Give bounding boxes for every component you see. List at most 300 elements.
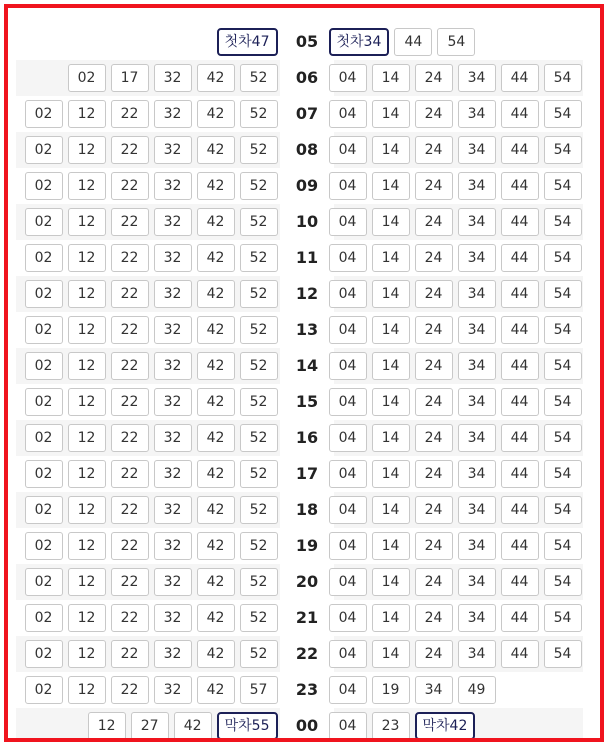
departures-direction-a bbox=[22, 244, 280, 272]
hour-label: 23 bbox=[280, 672, 334, 708]
departure-minute[interactable]: 02 bbox=[25, 532, 63, 560]
departure-minute[interactable]: 34 bbox=[458, 280, 496, 308]
departure-minute[interactable]: 24 bbox=[415, 316, 453, 344]
departure-minute[interactable]: 04 bbox=[329, 244, 367, 272]
departure-minute[interactable]: 17 bbox=[111, 64, 149, 92]
departures-direction-a bbox=[22, 208, 280, 236]
departure-minute[interactable]: 42 bbox=[197, 424, 235, 452]
special-departure-minute[interactable]: 첫차47 bbox=[217, 28, 278, 56]
departure-minute[interactable]: 32 bbox=[154, 172, 192, 200]
departure-minute[interactable]: 02 bbox=[25, 316, 63, 344]
timetable-row bbox=[16, 240, 583, 276]
departures-direction-a bbox=[22, 100, 280, 128]
departure-minute[interactable]: 44 bbox=[501, 280, 539, 308]
departure-minute[interactable]: 24 bbox=[415, 640, 453, 668]
departure-minute[interactable]: 42 bbox=[197, 640, 235, 668]
timetable-row bbox=[16, 24, 583, 60]
departure-minute[interactable]: 04 bbox=[329, 136, 367, 164]
departure-minute[interactable]: 12 bbox=[68, 136, 106, 164]
timetable-row bbox=[16, 60, 583, 96]
departure-minute[interactable]: 12 bbox=[68, 676, 106, 704]
departure-minute[interactable]: 12 bbox=[68, 280, 106, 308]
departure-minute[interactable]: 22 bbox=[111, 172, 149, 200]
departures-direction-a bbox=[22, 604, 280, 632]
departure-minute[interactable]: 04 bbox=[329, 424, 367, 452]
departure-minute[interactable]: 24 bbox=[415, 604, 453, 632]
departure-minute[interactable]: 44 bbox=[501, 568, 539, 596]
departure-minute[interactable]: 24 bbox=[415, 496, 453, 524]
departure-minute[interactable]: 24 bbox=[415, 208, 453, 236]
hour-label: 22 bbox=[280, 636, 334, 672]
departure-minute[interactable]: 02 bbox=[25, 352, 63, 380]
departure-minute[interactable]: 54 bbox=[544, 244, 582, 272]
departure-minute[interactable]: 34 bbox=[458, 172, 496, 200]
departure-minute[interactable]: 02 bbox=[25, 424, 63, 452]
departure-minute[interactable]: 12 bbox=[68, 568, 106, 596]
departure-minute[interactable]: 44 bbox=[501, 604, 539, 632]
departure-minute[interactable]: 54 bbox=[544, 172, 582, 200]
departure-minute[interactable]: 12 bbox=[68, 352, 106, 380]
departure-minute[interactable]: 34 bbox=[458, 136, 496, 164]
departure-minute[interactable]: 54 bbox=[544, 280, 582, 308]
timetable-row bbox=[16, 636, 583, 672]
departure-minute[interactable]: 54 bbox=[544, 568, 582, 596]
departure-minute[interactable]: 22 bbox=[111, 388, 149, 416]
departure-minute[interactable]: 14 bbox=[372, 496, 410, 524]
departures-direction-b bbox=[326, 172, 584, 200]
hour-label: 07 bbox=[280, 96, 334, 132]
departure-minute[interactable]: 14 bbox=[372, 64, 410, 92]
departures-direction-b bbox=[326, 280, 584, 308]
hour-label: 00 bbox=[280, 708, 334, 742]
departure-minute[interactable]: 14 bbox=[372, 532, 410, 560]
departure-minute[interactable]: 04 bbox=[329, 172, 367, 200]
departure-minute[interactable]: 34 bbox=[458, 532, 496, 560]
departure-minute[interactable]: 14 bbox=[372, 568, 410, 596]
departure-minute[interactable]: 32 bbox=[154, 640, 192, 668]
departure-minute[interactable]: 22 bbox=[111, 136, 149, 164]
departures-direction-b bbox=[326, 28, 478, 56]
departures-direction-a bbox=[22, 568, 280, 596]
departure-minute[interactable]: 22 bbox=[111, 640, 149, 668]
departure-minute[interactable]: 34 bbox=[458, 64, 496, 92]
departure-minute[interactable]: 44 bbox=[501, 532, 539, 560]
departure-minute[interactable]: 22 bbox=[111, 676, 149, 704]
departure-minute[interactable]: 34 bbox=[458, 244, 496, 272]
departure-minute[interactable]: 49 bbox=[458, 676, 496, 704]
timetable-row bbox=[16, 168, 583, 204]
timetable-row bbox=[16, 204, 583, 240]
departure-minute[interactable]: 02 bbox=[25, 496, 63, 524]
departure-minute[interactable]: 44 bbox=[501, 244, 539, 272]
departure-minute[interactable]: 34 bbox=[458, 604, 496, 632]
departures-direction-a bbox=[22, 496, 280, 524]
departure-minute[interactable]: 04 bbox=[329, 388, 367, 416]
departure-minute[interactable]: 22 bbox=[111, 100, 149, 128]
departures-direction-a bbox=[22, 136, 280, 164]
departure-minute[interactable]: 12 bbox=[68, 244, 106, 272]
departures-direction-b bbox=[326, 100, 584, 128]
departure-minute[interactable]: 52 bbox=[240, 352, 278, 380]
departure-minute[interactable]: 02 bbox=[25, 208, 63, 236]
departure-minute[interactable]: 54 bbox=[544, 352, 582, 380]
departure-minute[interactable]: 44 bbox=[501, 424, 539, 452]
departure-minute[interactable]: 12 bbox=[68, 460, 106, 488]
departure-minute[interactable]: 02 bbox=[68, 64, 106, 92]
departures-direction-b bbox=[326, 352, 584, 380]
timetable-frame bbox=[4, 4, 604, 742]
departure-minute[interactable]: 32 bbox=[154, 316, 192, 344]
timetable-row bbox=[16, 312, 583, 348]
departure-minute[interactable]: 24 bbox=[415, 100, 453, 128]
departure-minute[interactable]: 04 bbox=[329, 568, 367, 596]
departure-minute[interactable]: 57 bbox=[240, 676, 278, 704]
hour-label: 18 bbox=[280, 492, 334, 528]
departure-minute[interactable]: 02 bbox=[25, 172, 63, 200]
departure-minute[interactable]: 14 bbox=[372, 604, 410, 632]
departure-minute[interactable]: 42 bbox=[197, 388, 235, 416]
departure-minute[interactable]: 04 bbox=[329, 460, 367, 488]
departure-minute[interactable]: 44 bbox=[501, 172, 539, 200]
departure-minute[interactable]: 04 bbox=[329, 496, 367, 524]
departure-minute[interactable]: 34 bbox=[415, 676, 453, 704]
departures-direction-b bbox=[326, 532, 584, 560]
special-departure-minute[interactable]: 막차55 bbox=[217, 712, 278, 740]
departure-minute[interactable]: 42 bbox=[197, 316, 235, 344]
departures-direction-b bbox=[326, 568, 584, 596]
departure-minute[interactable]: 34 bbox=[458, 352, 496, 380]
departure-minute[interactable]: 54 bbox=[544, 424, 582, 452]
departure-minute[interactable]: 22 bbox=[111, 568, 149, 596]
departure-minute[interactable]: 42 bbox=[197, 244, 235, 272]
departures-direction-a bbox=[22, 316, 280, 344]
departure-minute[interactable]: 12 bbox=[68, 316, 106, 344]
departure-minute[interactable]: 24 bbox=[415, 568, 453, 596]
hour-label: 19 bbox=[280, 528, 334, 564]
departure-minute[interactable]: 04 bbox=[329, 208, 367, 236]
departure-minute[interactable]: 34 bbox=[458, 640, 496, 668]
departure-minute[interactable]: 24 bbox=[415, 532, 453, 560]
departure-minute[interactable]: 54 bbox=[437, 28, 475, 56]
departures-direction-b bbox=[326, 244, 584, 272]
departure-minute[interactable]: 14 bbox=[372, 460, 410, 488]
departure-minute[interactable]: 44 bbox=[501, 640, 539, 668]
departures-direction-a bbox=[22, 460, 280, 488]
departure-minute[interactable]: 42 bbox=[197, 676, 235, 704]
departure-minute[interactable]: 24 bbox=[415, 460, 453, 488]
special-departure-minute[interactable]: 첫차34 bbox=[329, 28, 390, 56]
departures-direction-a bbox=[22, 532, 280, 560]
departure-minute[interactable]: 42 bbox=[197, 64, 235, 92]
departure-minute[interactable]: 14 bbox=[372, 640, 410, 668]
departure-minute[interactable]: 54 bbox=[544, 460, 582, 488]
departure-minute[interactable]: 44 bbox=[501, 64, 539, 92]
departure-minute[interactable]: 42 bbox=[197, 532, 235, 560]
departure-minute[interactable]: 12 bbox=[68, 208, 106, 236]
departure-minute[interactable]: 32 bbox=[154, 280, 192, 308]
timetable-row bbox=[16, 708, 583, 742]
departure-minute[interactable]: 42 bbox=[197, 172, 235, 200]
departure-minute[interactable]: 32 bbox=[154, 676, 192, 704]
departure-minute[interactable]: 32 bbox=[154, 604, 192, 632]
hour-label: 14 bbox=[280, 348, 334, 384]
departure-minute[interactable]: 34 bbox=[458, 208, 496, 236]
departure-minute[interactable]: 44 bbox=[394, 28, 432, 56]
departure-minute[interactable]: 34 bbox=[458, 496, 496, 524]
departure-minute[interactable]: 02 bbox=[25, 136, 63, 164]
departure-minute[interactable]: 44 bbox=[501, 496, 539, 524]
departure-minute[interactable]: 32 bbox=[154, 352, 192, 380]
departure-minute[interactable]: 22 bbox=[111, 604, 149, 632]
departures-direction-a bbox=[22, 424, 280, 452]
departures-direction-b bbox=[326, 208, 584, 236]
departures-direction-b bbox=[326, 424, 584, 452]
departure-minute[interactable]: 42 bbox=[197, 136, 235, 164]
hour-label: 21 bbox=[280, 600, 334, 636]
departure-minute[interactable]: 02 bbox=[25, 100, 63, 128]
hour-label: 20 bbox=[280, 564, 334, 600]
departure-minute[interactable]: 04 bbox=[329, 712, 367, 740]
departure-minute[interactable]: 34 bbox=[458, 388, 496, 416]
bus-timetable bbox=[16, 24, 583, 742]
departure-minute[interactable]: 14 bbox=[372, 100, 410, 128]
departure-minute[interactable]: 22 bbox=[111, 352, 149, 380]
departure-minute[interactable]: 32 bbox=[154, 64, 192, 92]
departures-direction-b bbox=[326, 640, 584, 668]
departure-minute[interactable]: 24 bbox=[415, 388, 453, 416]
departure-minute[interactable]: 42 bbox=[197, 280, 235, 308]
departure-minute[interactable]: 34 bbox=[458, 424, 496, 452]
departures-direction-a bbox=[85, 712, 280, 740]
departure-minute[interactable]: 22 bbox=[111, 424, 149, 452]
departure-minute[interactable]: 02 bbox=[25, 604, 63, 632]
timetable-row bbox=[16, 420, 583, 456]
departure-minute[interactable]: 04 bbox=[329, 280, 367, 308]
departure-minute[interactable]: 54 bbox=[544, 208, 582, 236]
departure-minute[interactable]: 12 bbox=[68, 424, 106, 452]
departures-direction-b bbox=[326, 676, 498, 704]
departure-minute[interactable]: 34 bbox=[458, 316, 496, 344]
departure-minute[interactable]: 14 bbox=[372, 172, 410, 200]
departure-minute[interactable]: 12 bbox=[68, 100, 106, 128]
departure-minute[interactable]: 54 bbox=[544, 496, 582, 524]
departure-minute[interactable]: 02 bbox=[25, 460, 63, 488]
departure-minute[interactable]: 52 bbox=[240, 460, 278, 488]
departure-minute[interactable]: 42 bbox=[174, 712, 212, 740]
departure-minute[interactable]: 32 bbox=[154, 532, 192, 560]
departure-minute[interactable]: 27 bbox=[131, 712, 169, 740]
departures-direction-b bbox=[326, 136, 584, 164]
departure-minute[interactable]: 12 bbox=[68, 604, 106, 632]
timetable-row bbox=[16, 672, 583, 708]
departure-minute[interactable]: 24 bbox=[415, 352, 453, 380]
departures-direction-a bbox=[22, 172, 280, 200]
departure-minute[interactable]: 22 bbox=[111, 460, 149, 488]
special-departure-minute[interactable]: 막차42 bbox=[415, 712, 476, 740]
departure-minute[interactable]: 34 bbox=[458, 100, 496, 128]
departure-minute[interactable]: 12 bbox=[68, 532, 106, 560]
departure-minute[interactable]: 12 bbox=[68, 172, 106, 200]
departure-minute[interactable]: 24 bbox=[415, 280, 453, 308]
timetable-row bbox=[16, 528, 583, 564]
timetable-row bbox=[16, 348, 583, 384]
departure-minute[interactable]: 54 bbox=[544, 64, 582, 92]
hour-label: 09 bbox=[280, 168, 334, 204]
departure-minute[interactable]: 52 bbox=[240, 604, 278, 632]
departure-minute[interactable]: 52 bbox=[240, 208, 278, 236]
departure-minute[interactable]: 02 bbox=[25, 388, 63, 416]
departure-minute[interactable]: 04 bbox=[329, 604, 367, 632]
departures-direction-b bbox=[326, 496, 584, 524]
departure-minute[interactable]: 04 bbox=[329, 316, 367, 344]
departure-minute[interactable]: 42 bbox=[197, 496, 235, 524]
departure-minute[interactable]: 02 bbox=[25, 568, 63, 596]
departure-minute[interactable]: 52 bbox=[240, 136, 278, 164]
departure-minute[interactable]: 22 bbox=[111, 208, 149, 236]
departure-minute[interactable]: 44 bbox=[501, 316, 539, 344]
departure-minute[interactable]: 42 bbox=[197, 604, 235, 632]
departure-minute[interactable]: 04 bbox=[329, 352, 367, 380]
departure-minute[interactable]: 04 bbox=[329, 676, 367, 704]
departure-minute[interactable]: 52 bbox=[240, 424, 278, 452]
departure-minute[interactable]: 42 bbox=[197, 208, 235, 236]
departure-minute[interactable]: 14 bbox=[372, 208, 410, 236]
departures-direction-a bbox=[214, 28, 280, 56]
departure-minute[interactable]: 12 bbox=[88, 712, 126, 740]
departure-minute[interactable]: 44 bbox=[501, 100, 539, 128]
departure-minute[interactable]: 24 bbox=[415, 136, 453, 164]
departure-minute[interactable]: 32 bbox=[154, 244, 192, 272]
departure-minute[interactable]: 52 bbox=[240, 316, 278, 344]
departures-direction-b bbox=[326, 316, 584, 344]
departure-minute[interactable]: 52 bbox=[240, 172, 278, 200]
departure-minute[interactable]: 32 bbox=[154, 460, 192, 488]
departure-minute[interactable]: 42 bbox=[197, 460, 235, 488]
departure-minute[interactable]: 14 bbox=[372, 136, 410, 164]
departure-minute[interactable]: 02 bbox=[25, 280, 63, 308]
timetable-row bbox=[16, 492, 583, 528]
departures-direction-a bbox=[22, 640, 280, 668]
departure-minute[interactable]: 54 bbox=[544, 640, 582, 668]
departure-minute[interactable]: 32 bbox=[154, 568, 192, 596]
departure-minute[interactable]: 22 bbox=[111, 244, 149, 272]
departure-minute[interactable]: 42 bbox=[197, 352, 235, 380]
departure-minute[interactable]: 54 bbox=[544, 316, 582, 344]
timetable-row bbox=[16, 600, 583, 636]
departure-minute[interactable]: 34 bbox=[458, 568, 496, 596]
departure-minute[interactable]: 32 bbox=[154, 388, 192, 416]
departure-minute[interactable]: 54 bbox=[544, 136, 582, 164]
departure-minute[interactable]: 24 bbox=[415, 172, 453, 200]
departure-minute[interactable]: 04 bbox=[329, 100, 367, 128]
departure-minute[interactable]: 44 bbox=[501, 388, 539, 416]
departures-direction-a bbox=[22, 388, 280, 416]
departure-minute[interactable]: 54 bbox=[544, 532, 582, 560]
hour-label: 12 bbox=[280, 276, 334, 312]
departure-minute[interactable]: 54 bbox=[544, 100, 582, 128]
departure-minute[interactable]: 52 bbox=[240, 244, 278, 272]
departures-direction-a bbox=[22, 280, 280, 308]
departure-minute[interactable]: 32 bbox=[154, 100, 192, 128]
hour-label: 17 bbox=[280, 456, 334, 492]
departure-minute[interactable]: 44 bbox=[501, 208, 539, 236]
departure-minute[interactable]: 22 bbox=[111, 532, 149, 560]
departure-minute[interactable]: 24 bbox=[415, 424, 453, 452]
departure-minute[interactable]: 42 bbox=[197, 100, 235, 128]
departure-minute[interactable]: 34 bbox=[458, 460, 496, 488]
departure-minute[interactable]: 02 bbox=[25, 244, 63, 272]
hour-label: 15 bbox=[280, 384, 334, 420]
departure-minute[interactable]: 24 bbox=[415, 244, 453, 272]
hour-label: 11 bbox=[280, 240, 334, 276]
departure-minute[interactable]: 12 bbox=[68, 388, 106, 416]
departures-direction-a bbox=[22, 352, 280, 380]
departure-minute[interactable]: 14 bbox=[372, 352, 410, 380]
hour-label: 08 bbox=[280, 132, 334, 168]
departure-minute[interactable]: 54 bbox=[544, 388, 582, 416]
departure-minute[interactable]: 52 bbox=[240, 640, 278, 668]
departure-minute[interactable]: 52 bbox=[240, 568, 278, 596]
departure-minute[interactable]: 22 bbox=[111, 496, 149, 524]
departure-minute[interactable]: 44 bbox=[501, 460, 539, 488]
hour-label: 06 bbox=[280, 60, 334, 96]
timetable-row bbox=[16, 456, 583, 492]
departure-minute[interactable]: 22 bbox=[111, 316, 149, 344]
departure-minute[interactable]: 14 bbox=[372, 280, 410, 308]
departure-minute[interactable]: 44 bbox=[501, 136, 539, 164]
timetable-row bbox=[16, 276, 583, 312]
departure-minute[interactable]: 04 bbox=[329, 532, 367, 560]
departure-minute[interactable]: 22 bbox=[111, 280, 149, 308]
departure-minute[interactable]: 52 bbox=[240, 388, 278, 416]
departure-minute[interactable]: 52 bbox=[240, 496, 278, 524]
departure-minute[interactable]: 12 bbox=[68, 640, 106, 668]
timetable-row bbox=[16, 96, 583, 132]
departure-minute[interactable]: 42 bbox=[197, 568, 235, 596]
departure-minute[interactable]: 52 bbox=[240, 64, 278, 92]
departure-minute[interactable]: 14 bbox=[372, 244, 410, 272]
departure-minute[interactable]: 32 bbox=[154, 496, 192, 524]
departure-minute[interactable]: 04 bbox=[329, 64, 367, 92]
departure-minute[interactable]: 02 bbox=[25, 640, 63, 668]
departure-minute[interactable]: 19 bbox=[372, 676, 410, 704]
departure-minute[interactable]: 32 bbox=[154, 424, 192, 452]
departures-direction-a bbox=[65, 64, 280, 92]
departures-direction-b bbox=[326, 64, 584, 92]
departures-direction-b bbox=[326, 460, 584, 488]
hour-label: 16 bbox=[280, 420, 334, 456]
departure-minute[interactable]: 32 bbox=[154, 208, 192, 236]
departure-minute[interactable]: 12 bbox=[68, 496, 106, 524]
departure-minute[interactable]: 54 bbox=[544, 604, 582, 632]
departure-minute[interactable]: 52 bbox=[240, 532, 278, 560]
hour-label: 05 bbox=[280, 24, 334, 60]
departure-minute[interactable]: 52 bbox=[240, 100, 278, 128]
departure-minute[interactable]: 52 bbox=[240, 280, 278, 308]
departure-minute[interactable]: 23 bbox=[372, 712, 410, 740]
timetable-row bbox=[16, 132, 583, 168]
departures-direction-a bbox=[22, 676, 280, 704]
departure-minute[interactable]: 14 bbox=[372, 424, 410, 452]
departure-minute[interactable]: 02 bbox=[25, 676, 63, 704]
departure-minute[interactable]: 14 bbox=[372, 388, 410, 416]
departure-minute[interactable]: 32 bbox=[154, 136, 192, 164]
timetable-row bbox=[16, 564, 583, 600]
departure-minute[interactable]: 04 bbox=[329, 640, 367, 668]
departure-minute[interactable]: 24 bbox=[415, 64, 453, 92]
departure-minute[interactable]: 44 bbox=[501, 352, 539, 380]
departure-minute[interactable]: 14 bbox=[372, 316, 410, 344]
